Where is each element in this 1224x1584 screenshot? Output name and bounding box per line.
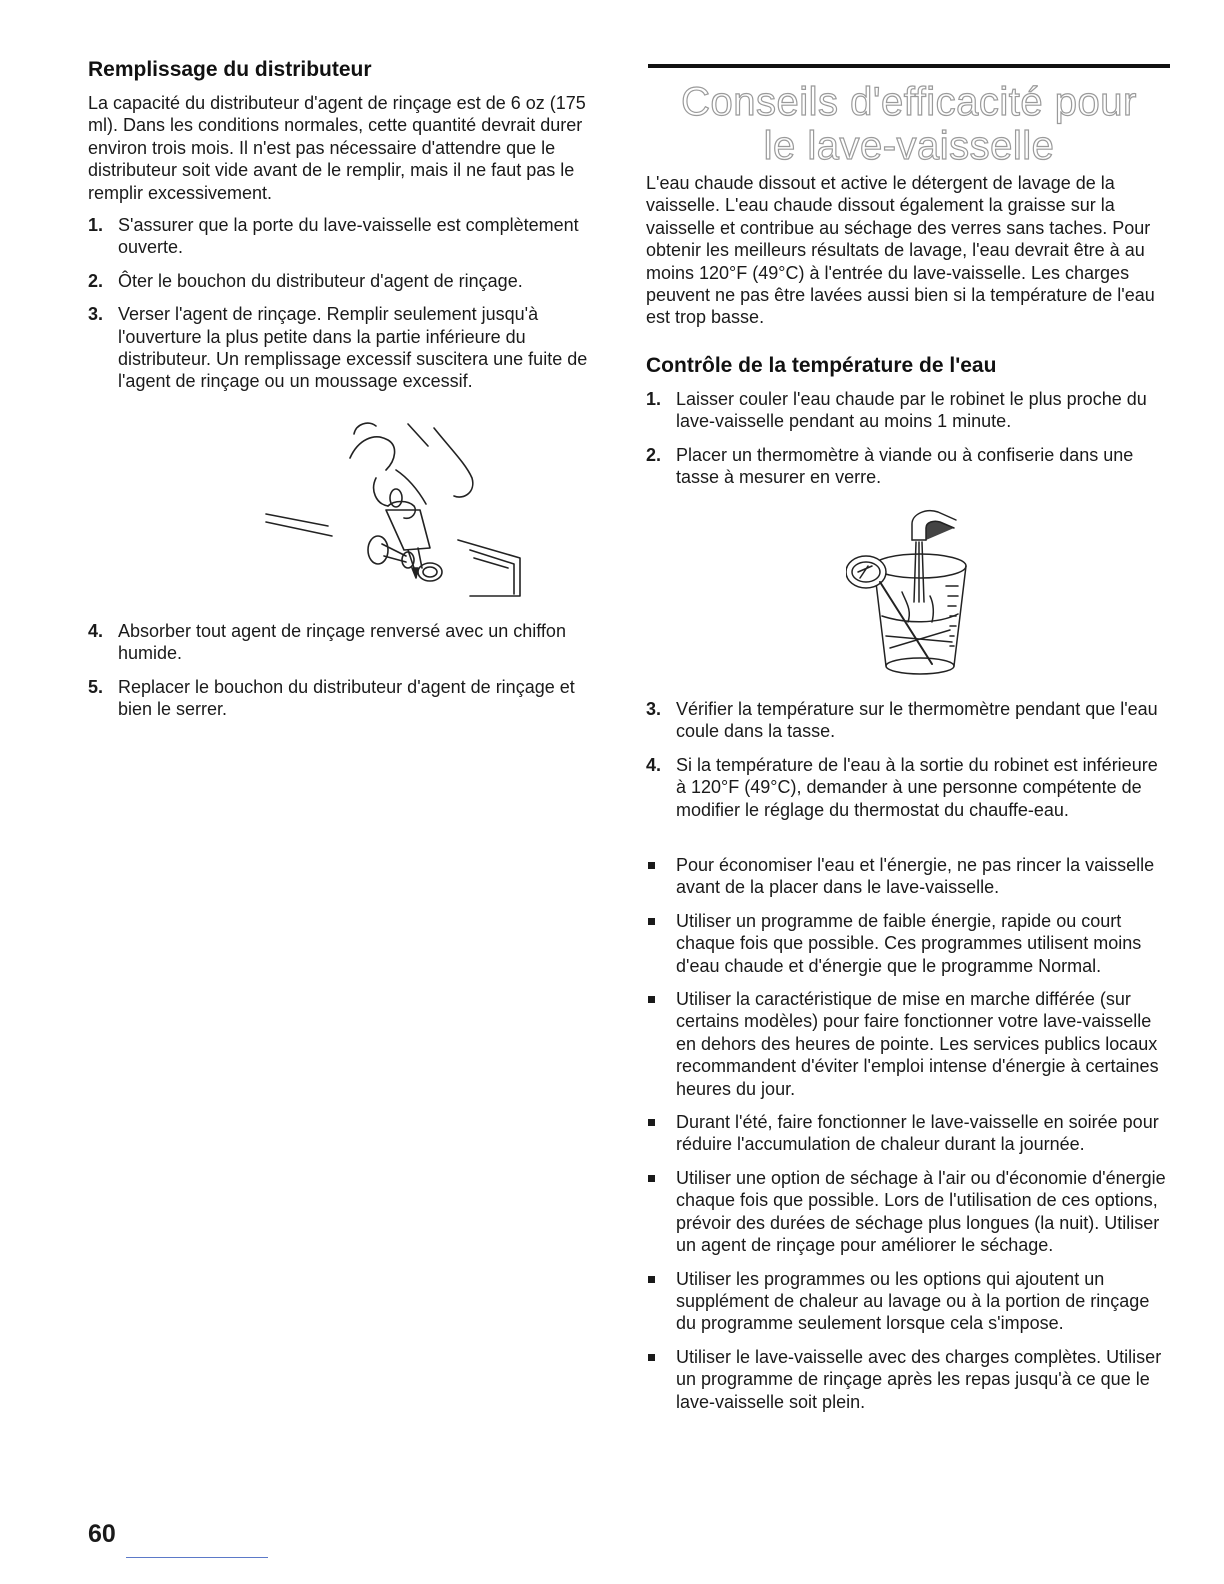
list-item <box>88 270 610 292</box>
list-item <box>646 1111 1172 1156</box>
rinse-aid-fill-illustration <box>258 418 538 602</box>
list-item <box>646 910 1172 977</box>
temperature-steps-b <box>646 698 1172 832</box>
step-text: Laisser couler l'eau chaude par le robinet le plus proche du lave-vaisselle pendant au moins 1 minute. <box>676 389 1147 432</box>
thermometer-cup-illustration <box>846 506 986 682</box>
list-item <box>646 388 1172 433</box>
tip-text: Pour économiser l'eau et l'énergie, ne pas rincer la vaisselle avant de la placer dans le lave-vaisselle. <box>676 855 1155 898</box>
section-title-conseils <box>646 80 1172 168</box>
step-text: S'assurer que la porte du lave-vaisselle est complètement ouverte. <box>118 215 579 258</box>
tip-text: Utiliser les programmes ou les options qui ajoutent un supplément de chaleur au lavage ou à la portion de rinçage du programme seulement lorsque cela s'impose. <box>676 1268 1150 1334</box>
step-number: 2. <box>88 270 104 291</box>
list-item <box>646 698 1172 743</box>
list-item <box>646 1167 1172 1257</box>
step-text: Ôter le bouchon du distributeur d'agent de rinçage. <box>118 270 523 291</box>
bullet-icon <box>648 918 655 925</box>
list-item <box>88 676 610 721</box>
step-number: 2. <box>646 444 662 465</box>
step-number: 3. <box>646 699 662 719</box>
step-number: 4. <box>646 754 662 775</box>
intro-paragraph: La capacité du distributeur d'agent de rinçage est de 6 oz (175 ml). Dans les conditions normales, cette quantité devrait durer environ trois mois. Il n'est pas nécessaire d'attendre que le distributeur soit vide avant de le remplir, mais il ne faut pas le remplir excessivement. <box>88 93 586 203</box>
efficiency-tips-list <box>646 854 1172 1424</box>
step-text: Absorber tout agent de rinçage renversé avec un chiffon humide. <box>118 621 566 664</box>
list-item <box>646 988 1172 1100</box>
step-text: Verser l'agent de rinçage. Remplir seulement jusqu'à l'ouverture la plus petite dans la partie inférieure du distributeur. Un remplissage excessif suscitera une fuite de l'agent de rinçage ou un moussage excessif. <box>118 304 588 392</box>
bullet-icon <box>648 862 655 869</box>
list-item <box>646 854 1172 899</box>
efficiency-intro-paragraph: L'eau chaude dissout et active le détergent de lavage de la vaisselle. L'eau chaude dissout également la graisse sur la vaisselle et contribue au séchage des verres sans taches. Pour obtenir les meilleurs résultats de lavage, l'eau devrait être à au moins 120°F (49°C) à l'entrée du lave-vaisselle. Les charges peuvent ne pas être lavées aussi bien si la température de l'eau est trop basse. <box>646 173 1155 328</box>
section-divider <box>648 64 1170 68</box>
list-item <box>646 1268 1172 1335</box>
step-text: Si la température de l'eau à la sortie du robinet est inférieure à 120°F (49°C), demander à une personne compétente de modifier le réglage du thermostat du chauffe-eau. <box>676 754 1158 820</box>
list-item <box>646 444 1172 489</box>
step-number: 1. <box>88 215 104 235</box>
bullet-icon <box>648 1119 655 1126</box>
title-line-2: le lave-vaisselle <box>763 124 1055 168</box>
bullet-icon <box>648 1175 655 1182</box>
temperature-steps-a <box>646 388 1172 500</box>
step-text: Replacer le bouchon du distributeur d'agent de rinçage et bien le serrer. <box>118 676 575 720</box>
step-text: Vérifier la température sur le thermomètre pendant que l'eau coule dans la tasse. <box>676 699 1158 742</box>
section-heading-remplissage: Remplissage du distributeur <box>88 58 372 81</box>
bullet-icon <box>648 1354 655 1361</box>
steps-list-b <box>88 620 610 732</box>
tip-text: Utiliser la caractéristique de mise en marche différée (sur certains modèles) pour faire fonctionner votre lave-vaisselle en dehors des heures de pointe. Les services publics locaux recommandent d'éviter l'emploi intense d'énergie à certaines heures du jour. <box>676 989 1159 1099</box>
list-item <box>88 620 610 665</box>
section-heading-temperature: Contrôle de la température de l'eau <box>646 354 997 377</box>
tip-text: Durant l'été, faire fonctionner le lave-vaisselle en soirée pour réduire l'accumulation de chaleur durant la journée. <box>676 1112 1159 1155</box>
step-text: Placer un thermomètre à viande ou à confiserie dans une tasse à mesurer en verre. <box>676 444 1134 488</box>
step-number: 1. <box>646 389 662 409</box>
step-number: 5. <box>88 676 104 697</box>
bullet-icon <box>648 996 655 1003</box>
step-number: 4. <box>88 621 104 641</box>
tip-text: Utiliser une option de séchage à l'air ou d'économie d'énergie chaque fois que possible. Lors de l'utilisation de ces options, prévoir des durées de séchage plus longues (la nuit). Utiliser un agent de rinçage pour améliorer le séchage. <box>676 1167 1166 1256</box>
footer-rule <box>126 1557 268 1558</box>
list-item <box>646 1346 1172 1413</box>
step-number: 3. <box>88 304 104 325</box>
steps-list-a <box>88 214 610 404</box>
tip-text: Utiliser un programme de faible énergie, rapide ou court chaque fois que possible. Ces programmes utilisent moins d'eau chaude et d'énergie que le programme Normal. <box>676 910 1142 976</box>
list-item <box>88 303 610 393</box>
tip-text: Utiliser le lave-vaisselle avec des charges complètes. Utiliser un programme de rinçage après les repas jusqu'à ce que le lave-vaisselle soit plein. <box>676 1346 1162 1412</box>
title-line-1: Conseils d'efficacité pour <box>681 80 1137 124</box>
bullet-icon <box>648 1276 655 1283</box>
list-item <box>646 754 1172 821</box>
list-item <box>88 214 610 259</box>
page-number: 60 <box>88 1520 116 1548</box>
